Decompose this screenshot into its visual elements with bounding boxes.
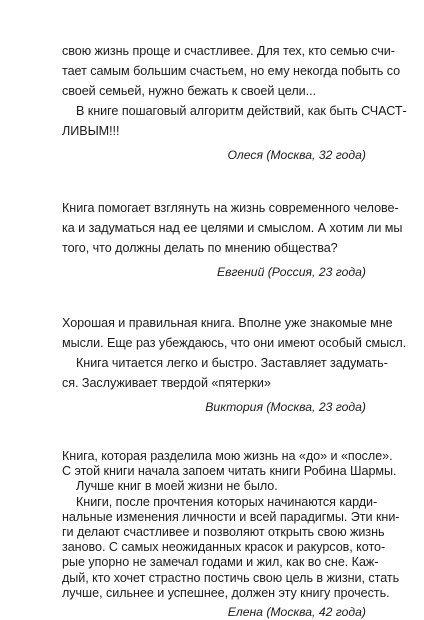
book-page [62,0,407,619]
review-text-line: Лучше книг в моей жизни не было. [76,479,278,494]
review-author: Виктория (Москва, 23 года) [205,400,366,414]
review-author: Елена (Москва, 42 года) [227,605,366,619]
review-text-line: В книге пошаговый алгоритм действий, как быть СЧАСТ- [76,104,407,118]
review-text-line: дый, кто хочет страстно постичь свою цель в жизни, стать [62,570,400,585]
review-text-line: рые упорно не замечал годами и жил, как во сне. Каж- [62,555,379,570]
review-author: Олеся (Москва, 32 года) [227,148,366,162]
review-text-line: Книга помогает взглянуть на жизнь современного челове- [62,201,399,215]
review-text-line: ся. Заслуживает твердой «пятерки» [62,376,271,390]
review-text-line: ги делают счастливее и позволяют открыть свою жизнь [62,525,385,539]
review-text-line: Хорошая и правильная книга. Вполне уже знакомые мне [62,316,393,330]
review-text-line: Книга читается легко и быстро. Заставляет задумать- [76,356,388,370]
review-text-line: мысли. Еще раз убеждаюсь, что они имеют особый смысл. [62,336,407,350]
review-author: Евгений (Россия, 23 года) [216,265,366,279]
review-text-line: С этой книги начала запоем читать книги Робина Шармы. [62,464,397,479]
review-text-line: своей семьей, нужно бежать к своей цели... [62,84,316,98]
review-text-line: Книга, которая разделила мою жизнь на «до» и «после». [62,449,393,463]
review-text-line: того, что должны делать по мнению общества? [62,241,338,255]
review-text-line: Книги, после прочтения которых начинаются карди- [76,494,378,509]
review-text-line: свою жизнь проще и счастливее. Для тех, кто семью счи- [62,44,395,58]
review-text-line: нальные изменения личности и всей парадигмы. Эти кни- [62,509,400,524]
review-text-line: ка и задуматься над ее целями и смыслом. А хотим ли мы [62,221,403,235]
review-text-line: заново. С самых неожиданных красок и ракурсов, кото- [62,540,386,555]
review-text-line: ЛИВЫМ!!! [62,124,120,138]
review-text-line: тает самым большим счастьем, но ему некогда побыть со [62,64,401,78]
review-text-line: лучше, сильнее и успешнее, должен эту книгу прочесть. [62,585,390,600]
